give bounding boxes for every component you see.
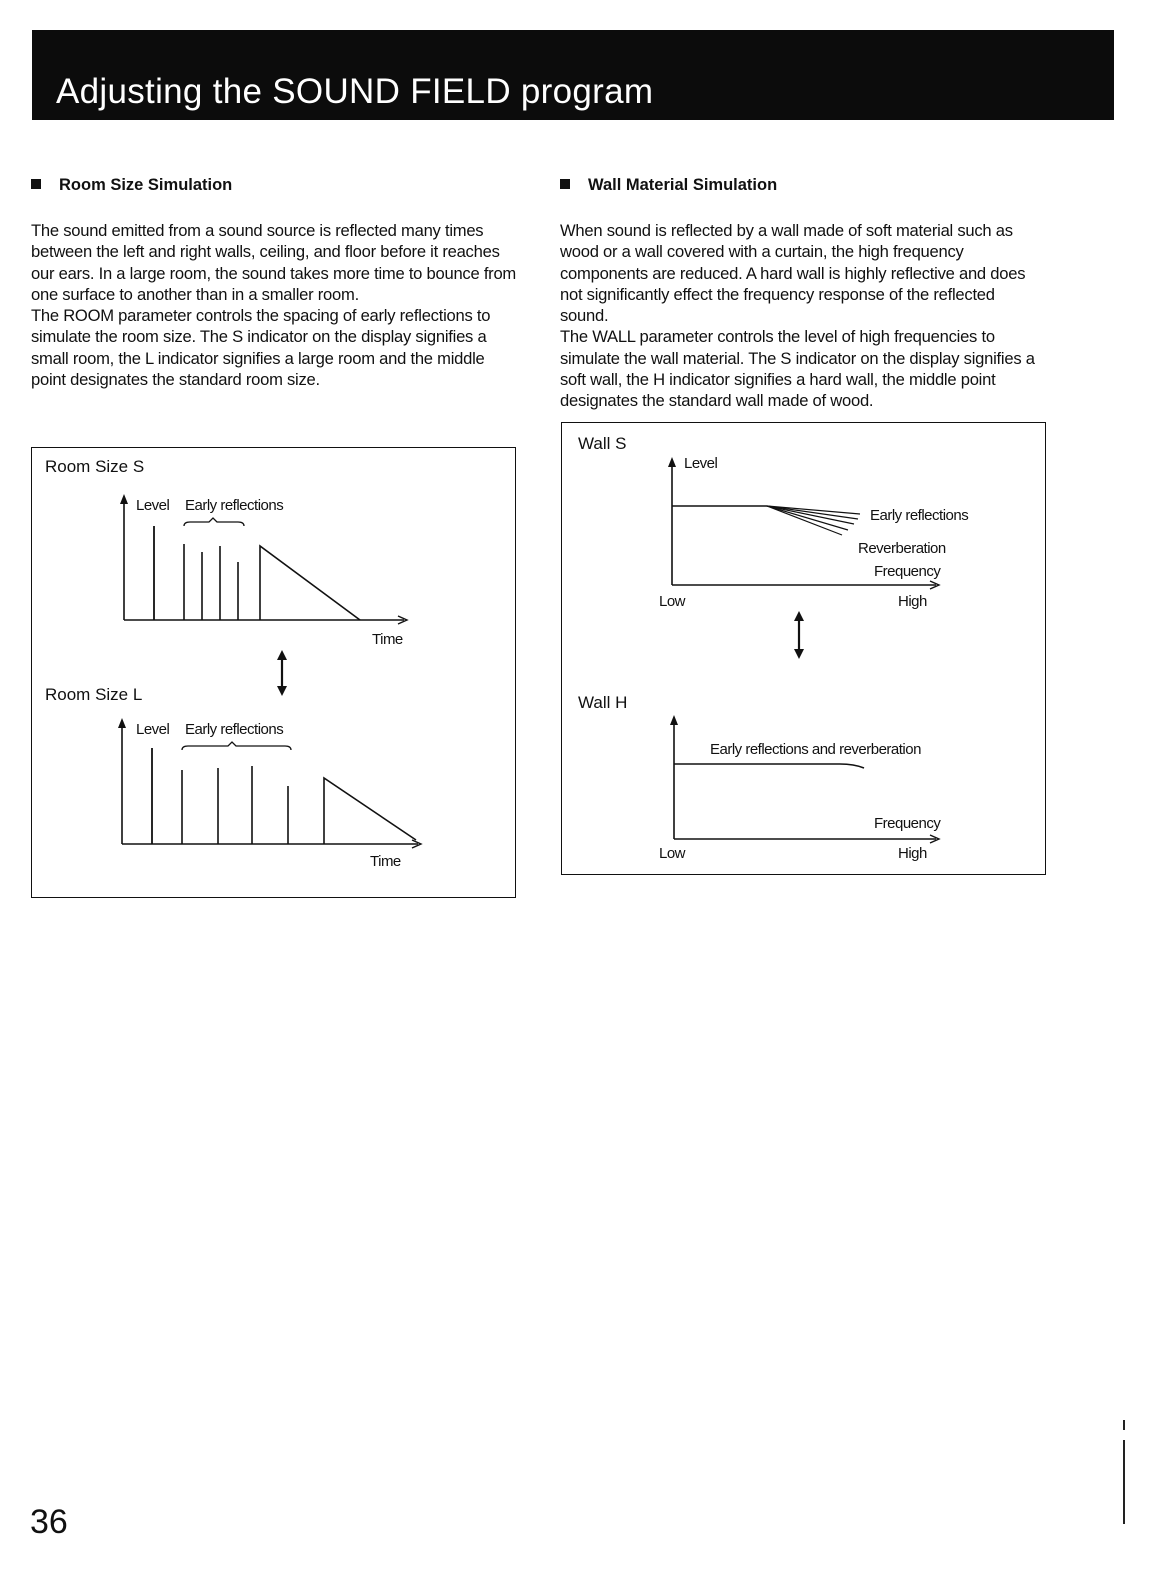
room-size-paragraph-2: The ROOM parameter controls the spacing of early reflections to simulate the room size. The S indicator on the display signifies a small room, the L indicator signifies a large room and the middle point designates the standard room size. — [31, 306, 491, 390]
wall-h-combined-label: Early reflections and reverberation — [710, 741, 921, 758]
square-bullet-icon — [560, 179, 570, 189]
wall-s-high-label: High — [898, 593, 927, 610]
edge-mark-long — [1123, 1440, 1125, 1524]
wall-s-reverb-label: Reverberation — [858, 540, 946, 557]
wall-material-heading-text: Wall Material Simulation — [588, 176, 778, 194]
room-l-level-arrow-icon — [118, 718, 126, 728]
wall-material-paragraph-2: The WALL parameter controls the level of high frequencies to simulate the wall material. The S indicator on the display signifies a soft wall, the H indicator signifies a hard wall, the middle point designates the standard wall made of wood. — [560, 327, 1035, 411]
wall-up-arrow-icon — [794, 611, 804, 621]
wall-material-diagram-graphic — [562, 423, 1047, 876]
wall-s-rolloff-3 — [767, 506, 854, 524]
header-banner — [32, 30, 1114, 120]
wall-material-text — [560, 220, 1046, 412]
room-s-level-label: Level — [136, 497, 170, 514]
wall-h-frequency-label: Frequency — [874, 815, 941, 832]
room-size-diagram-graphic — [32, 448, 517, 899]
room-size-heading-text: Room Size Simulation — [59, 176, 233, 194]
wall-material-diagram — [561, 422, 1046, 875]
wall-s-frequency-label: Frequency — [874, 563, 941, 580]
square-bullet-icon — [31, 179, 41, 189]
wall-s-level-label: Level — [684, 455, 718, 472]
wall-s-rolloff-5 — [767, 506, 842, 535]
wall-s-low-label: Low — [659, 593, 686, 610]
wall-h-level-arrow-icon — [670, 715, 678, 725]
room-l-early-label: Early reflections — [185, 721, 284, 738]
room-s-reverberation — [260, 546, 360, 620]
room-l-early-brace — [182, 742, 291, 750]
room-size-l-title: Room Size L — [45, 685, 143, 704]
room-l-time-label: Time — [370, 853, 401, 870]
wall-h-low-label: Low — [659, 845, 686, 862]
room-size-s-title: Room Size S — [45, 457, 145, 476]
room-s-early-label: Early reflections — [185, 497, 284, 514]
wall-down-arrow-icon — [794, 649, 804, 659]
wall-material-heading — [560, 176, 777, 195]
room-size-text — [31, 220, 517, 390]
room-size-paragraph-1: The sound emitted from a sound source is reflected many times between the left and right walls, ceiling, and floor before it reaches our ears. In a large room, the sound takes more time to bounce from one surface to another than in a smaller room. — [31, 221, 517, 304]
wall-h-title: Wall H — [578, 693, 628, 712]
wall-s-title: Wall S — [578, 434, 627, 453]
room-size-diagram — [31, 447, 516, 898]
room-s-early-brace — [184, 518, 244, 526]
wall-h-high-label: High — [898, 845, 927, 862]
room-s-level-arrow-icon — [120, 494, 128, 504]
room-size-heading — [31, 176, 232, 195]
room-size-down-arrow-icon — [277, 686, 287, 696]
edge-mark-short — [1123, 1420, 1125, 1430]
room-l-reverberation — [324, 778, 416, 844]
wall-s-early-label: Early reflections — [870, 507, 969, 524]
wall-material-paragraph-1: When sound is reflected by a wall made of soft material such as wood or a wall covered with a curtain, the high frequency components are reduced. A hard wall is highly reflective and does not significantly effect the frequency response of the reflected sound. — [560, 221, 1026, 326]
page-number: 36 — [30, 1503, 68, 1541]
page-title: Adjusting the SOUND FIELD program — [56, 72, 654, 111]
wall-s-level-arrow-icon — [668, 457, 676, 467]
room-s-time-label: Time — [372, 631, 403, 648]
room-l-level-label: Level — [136, 721, 170, 738]
wall-h-flat-response — [674, 764, 864, 768]
room-size-up-arrow-icon — [277, 650, 287, 660]
